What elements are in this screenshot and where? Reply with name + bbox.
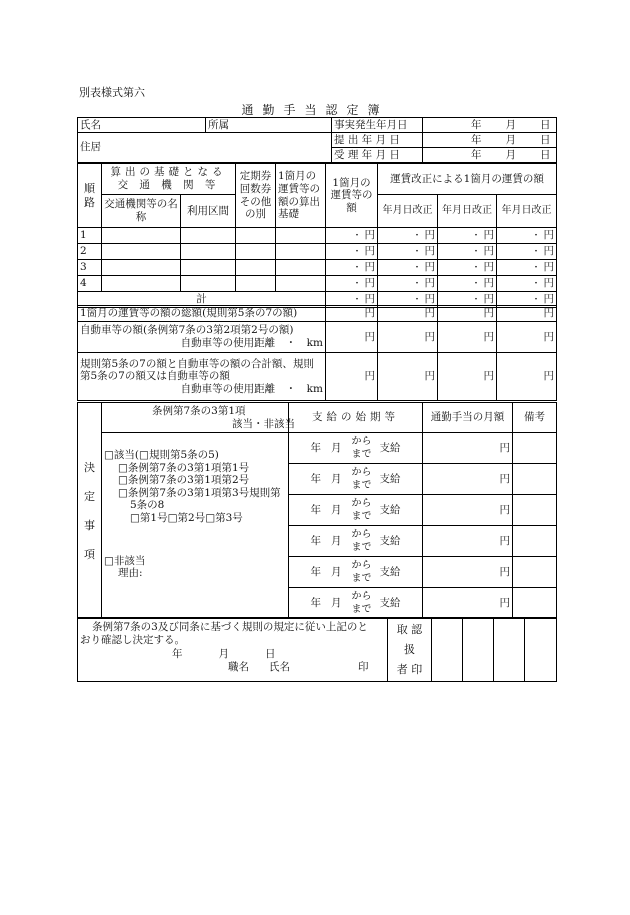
date-value-submitted[interactable] <box>423 133 557 148</box>
signature-line[interactable] <box>80 661 385 674</box>
transport-name-cell[interactable] <box>102 244 181 260</box>
not-applicable-checkbox[interactable]: □非該当 <box>104 554 146 567</box>
date-label-received: 受 理 年 月 日 <box>332 148 423 163</box>
monthly-fare-cell[interactable]: ・ 円 <box>326 276 378 292</box>
revision-cell-3[interactable]: ・ 円 <box>497 228 557 244</box>
year-label: 年 <box>471 133 482 146</box>
revision-cell-1[interactable]: ・ 円 <box>378 244 438 260</box>
fare-basis-cell[interactable] <box>276 228 326 244</box>
period-year: 年 <box>310 535 321 547</box>
remarks-1[interactable] <box>513 433 557 464</box>
applicable-checkbox[interactable]: □該当(□規則第5条の5) <box>104 449 219 461</box>
total-label: 計 <box>78 292 326 308</box>
year-label: 年 <box>471 118 482 131</box>
revision-cell-2[interactable]: ・ 円 <box>438 228 497 244</box>
date-label-submitted: 提 出 年 月 日 <box>332 133 423 148</box>
remarks-6[interactable] <box>513 588 557 619</box>
revision-cell-2[interactable]: ・ 円 <box>438 260 497 276</box>
handler-label: 取 認 扱 者 印 <box>388 618 432 682</box>
reason-label: 理由: <box>118 567 143 580</box>
combined-amount-rev-3[interactable]: 円 <box>497 353 557 401</box>
form-number: 別表様式第六 <box>79 86 145 99</box>
title-label: 職名 <box>228 660 249 673</box>
allowance-6[interactable]: 円 <box>423 588 513 619</box>
route-number: 4 <box>78 276 102 292</box>
vehicle-amount-line1: 自動車等の額(条例第7条の3第2項第2号の額) <box>80 324 294 337</box>
fare-basis-cell[interactable] <box>276 276 326 292</box>
vehicle-amount-rev-3[interactable]: 円 <box>497 322 557 353</box>
allowance-3[interactable]: 円 <box>423 495 513 526</box>
transport-name-cell[interactable] <box>102 276 181 292</box>
payment-label: 支給 <box>379 504 401 516</box>
total-fare-value[interactable]: 円 <box>326 306 378 322</box>
decision-side-label: 決 定 事 項 <box>78 403 102 619</box>
section-header: 利用区間 <box>181 195 236 228</box>
address-label: 住居 <box>80 141 101 154</box>
remarks-4[interactable] <box>513 526 557 557</box>
month-label: 月 <box>505 133 516 146</box>
total-fare-rev-3[interactable]: 円 <box>497 306 557 322</box>
total-rev-2[interactable]: ・ 円 <box>438 292 497 308</box>
fare-basis-cell[interactable] <box>276 260 326 276</box>
handler-seal-3[interactable] <box>494 618 525 682</box>
period-row-5[interactable] <box>289 557 423 588</box>
item-3-continued: 5条の8 <box>130 499 165 512</box>
month-label: 月 <box>505 148 516 161</box>
combined-amount-line1: 規則第5条の7の額と自動車等の額の合計額、規則 <box>80 357 314 370</box>
from-until: から まで <box>351 436 372 460</box>
decision-table <box>77 402 557 619</box>
total-rev-3[interactable]: ・ 円 <box>497 292 557 308</box>
vehicle-amount-label <box>78 322 326 353</box>
fare-basis-header: 1箇月の運賃等の額の算出基礎 <box>276 164 326 228</box>
from-until: から まで <box>351 467 372 491</box>
address-field[interactable] <box>78 133 332 163</box>
from-until: から まで <box>351 529 372 553</box>
day-label: 日 <box>540 133 551 146</box>
period-row-4[interactable] <box>289 526 423 557</box>
payment-label: 支給 <box>379 442 401 454</box>
day-label: 日 <box>265 648 276 661</box>
section-cell[interactable] <box>181 276 236 292</box>
confirmation-date[interactable] <box>80 648 385 661</box>
remarks-5[interactable] <box>513 557 557 588</box>
payment-label: 支給 <box>379 473 401 485</box>
condition-sub: 該当・非該当 <box>232 417 295 430</box>
period-month: 月 <box>331 566 342 578</box>
period-year: 年 <box>310 566 321 578</box>
year-label: 年 <box>471 148 482 161</box>
revision-date-1: 年月日改正 <box>378 195 438 228</box>
period-row-1[interactable] <box>289 433 423 464</box>
item-3-checkbox[interactable]: □条例第7条の3第1項第3号規則第 <box>118 486 281 499</box>
route-rows <box>78 228 557 292</box>
remarks-2[interactable] <box>513 464 557 495</box>
combined-amount-label <box>78 353 326 401</box>
combined-amount-rev-2[interactable]: 円 <box>438 353 497 401</box>
total-fare-rev-2[interactable]: 円 <box>438 306 497 322</box>
allowance-1[interactable]: 円 <box>423 433 513 464</box>
transport-name-header: 交通機関等の名 称 <box>102 195 181 228</box>
remarks-3[interactable] <box>513 495 557 526</box>
route-row <box>78 260 557 276</box>
transport-name-cell[interactable] <box>102 228 181 244</box>
route-row <box>78 244 557 260</box>
confirmation-table <box>77 617 557 682</box>
revision-cell-1[interactable]: ・ 円 <box>378 276 438 292</box>
date-label-occurrence: 事実発生年月日 <box>332 118 423 133</box>
period-year: 年 <box>310 473 321 485</box>
revision-cell-1[interactable]: ・ 円 <box>378 260 438 276</box>
period-row-2[interactable] <box>289 464 423 495</box>
handler-seal-4[interactable] <box>525 618 557 682</box>
route-number: 3 <box>78 260 102 276</box>
start-period-header: 支給の始期等 <box>289 403 423 433</box>
monthly-fare-cell[interactable]: ・ 円 <box>326 244 378 260</box>
ticket-type-header: 定期券回数券その他の別 <box>236 164 276 228</box>
revision-cell-1[interactable]: ・ 円 <box>378 228 438 244</box>
route-row <box>78 228 557 244</box>
item-1-checkbox[interactable]: □条例第7条の3第1項第1号 <box>118 461 250 474</box>
period-year: 年 <box>310 597 321 609</box>
from-until: から まで <box>351 591 372 615</box>
revision-cell-2[interactable]: ・ 円 <box>438 244 497 260</box>
remarks-header: 備考 <box>513 403 557 433</box>
route-row <box>78 276 557 292</box>
name-field[interactable] <box>78 118 206 133</box>
payment-label: 支給 <box>379 597 401 609</box>
ticket-type-cell[interactable] <box>236 244 276 260</box>
transport-basis-line2: 交 通 機 関 等 <box>117 179 220 191</box>
handler-seal-1[interactable] <box>432 618 463 682</box>
revision-cell-2[interactable]: ・ 円 <box>438 276 497 292</box>
monthly-fare-header: 1箇月の運賃等の額 <box>326 164 378 228</box>
transport-basis-line1: 算出の基礎となる <box>110 166 227 179</box>
monthly-allowance-header: 通勤手当の月額 <box>423 403 513 433</box>
revision-date-3: 年月日改正 <box>497 195 557 228</box>
route-number-header: 順 路 <box>78 164 102 228</box>
total-fare-label: 1箇月の運賃等の額の総額(規則第5条の7の額) <box>78 306 326 322</box>
revision-date-2: 年月日改正 <box>438 195 497 228</box>
personal-info-table <box>77 117 557 163</box>
period-year: 年 <box>310 442 321 454</box>
name-label: 氏名 <box>80 118 101 131</box>
vehicle-amount-rev-2[interactable]: 円 <box>438 322 497 353</box>
monthly-fare-cell[interactable]: ・ 円 <box>326 228 378 244</box>
condition-header <box>102 403 295 433</box>
item-2-checkbox[interactable]: □条例第7条の3第1項第2号 <box>118 474 250 487</box>
revision-cell-3[interactable]: ・ 円 <box>497 276 557 292</box>
transport-basis-header <box>102 164 236 195</box>
total-monthly[interactable]: ・ 円 <box>326 292 378 308</box>
combined-amount-value[interactable]: 円 <box>326 353 378 401</box>
period-year: 年 <box>310 504 321 516</box>
allowance-5[interactable]: 円 <box>423 557 513 588</box>
month-label: 月 <box>505 118 516 131</box>
from-until: から まで <box>351 560 372 584</box>
payment-label: 支給 <box>379 535 401 547</box>
fare-summary-table <box>77 305 557 401</box>
dept-field[interactable] <box>206 118 332 133</box>
period-month: 月 <box>331 442 342 454</box>
ticket-type-cell[interactable] <box>236 260 276 276</box>
condition-choices <box>102 433 289 619</box>
route-number: 1 <box>78 228 102 244</box>
ticket-type-cell[interactable] <box>236 228 276 244</box>
monthly-fare-cell[interactable]: ・ 円 <box>326 260 378 276</box>
day-label: 日 <box>540 148 551 161</box>
revision-cell-3[interactable]: ・ 円 <box>497 260 557 276</box>
period-month: 月 <box>331 535 342 547</box>
vehicle-amount-value[interactable]: 円 <box>326 322 378 353</box>
month-label: 月 <box>218 648 229 661</box>
section-cell[interactable] <box>181 260 236 276</box>
form-title: 通勤手当認定簿 <box>241 103 389 117</box>
from-until: から まで <box>351 498 372 522</box>
date-value-occurrence[interactable] <box>423 118 557 133</box>
transport-name-cell[interactable] <box>102 260 181 276</box>
fare-revision-header: 運賃改正による1箇月の運賃の額 <box>378 164 557 195</box>
section-cell[interactable] <box>181 228 236 244</box>
period-row-6[interactable] <box>289 588 423 619</box>
combined-amount-line2: 第5条の7の額又は自動車等の額 <box>80 370 230 383</box>
period-row-3[interactable] <box>289 495 423 526</box>
payment-label: 支給 <box>379 566 401 578</box>
day-label: 日 <box>540 118 551 131</box>
combined-amount-rev-1[interactable]: 円 <box>378 353 438 401</box>
condition-title: 条例第7条の3第1項 <box>152 404 246 417</box>
combined-distance-line: 自動車等の使用距離 ・ km <box>180 382 323 395</box>
fare-basis-cell[interactable] <box>276 244 326 260</box>
period-month: 月 <box>331 504 342 516</box>
year-label: 年 <box>172 648 183 661</box>
allowance-2[interactable]: 円 <box>423 464 513 495</box>
revision-cell-3[interactable]: ・ 円 <box>497 244 557 260</box>
subitem-checkboxes[interactable]: □第1号□第2号□第3号 <box>130 511 243 524</box>
vehicle-distance-line: 自動車等の使用距離 ・ km <box>180 337 323 349</box>
vehicle-amount-rev-1[interactable]: 円 <box>378 322 438 353</box>
allowance-4[interactable]: 円 <box>423 526 513 557</box>
dept-label: 所属 <box>208 118 229 131</box>
date-value-received[interactable] <box>423 148 557 163</box>
total-rev-1[interactable]: ・ 円 <box>378 292 438 308</box>
total-fare-rev-1[interactable]: 円 <box>378 306 438 322</box>
period-month: 月 <box>331 597 342 609</box>
signer-name-label: 氏名 <box>269 660 290 673</box>
confirmation-line1: 条例第7条の3及び同条に基づく規則の規定に従い上記のと <box>92 621 368 633</box>
confirmation-statement <box>78 618 388 682</box>
seal-label: 印 <box>358 660 369 673</box>
period-month: 月 <box>331 473 342 485</box>
section-cell[interactable] <box>181 244 236 260</box>
ticket-type-cell[interactable] <box>236 276 276 292</box>
confirmation-line2: おり確認し決定する。 <box>80 633 185 646</box>
fare-calculation-table <box>77 163 557 308</box>
route-number: 2 <box>78 244 102 260</box>
handler-seal-2[interactable] <box>463 618 494 682</box>
